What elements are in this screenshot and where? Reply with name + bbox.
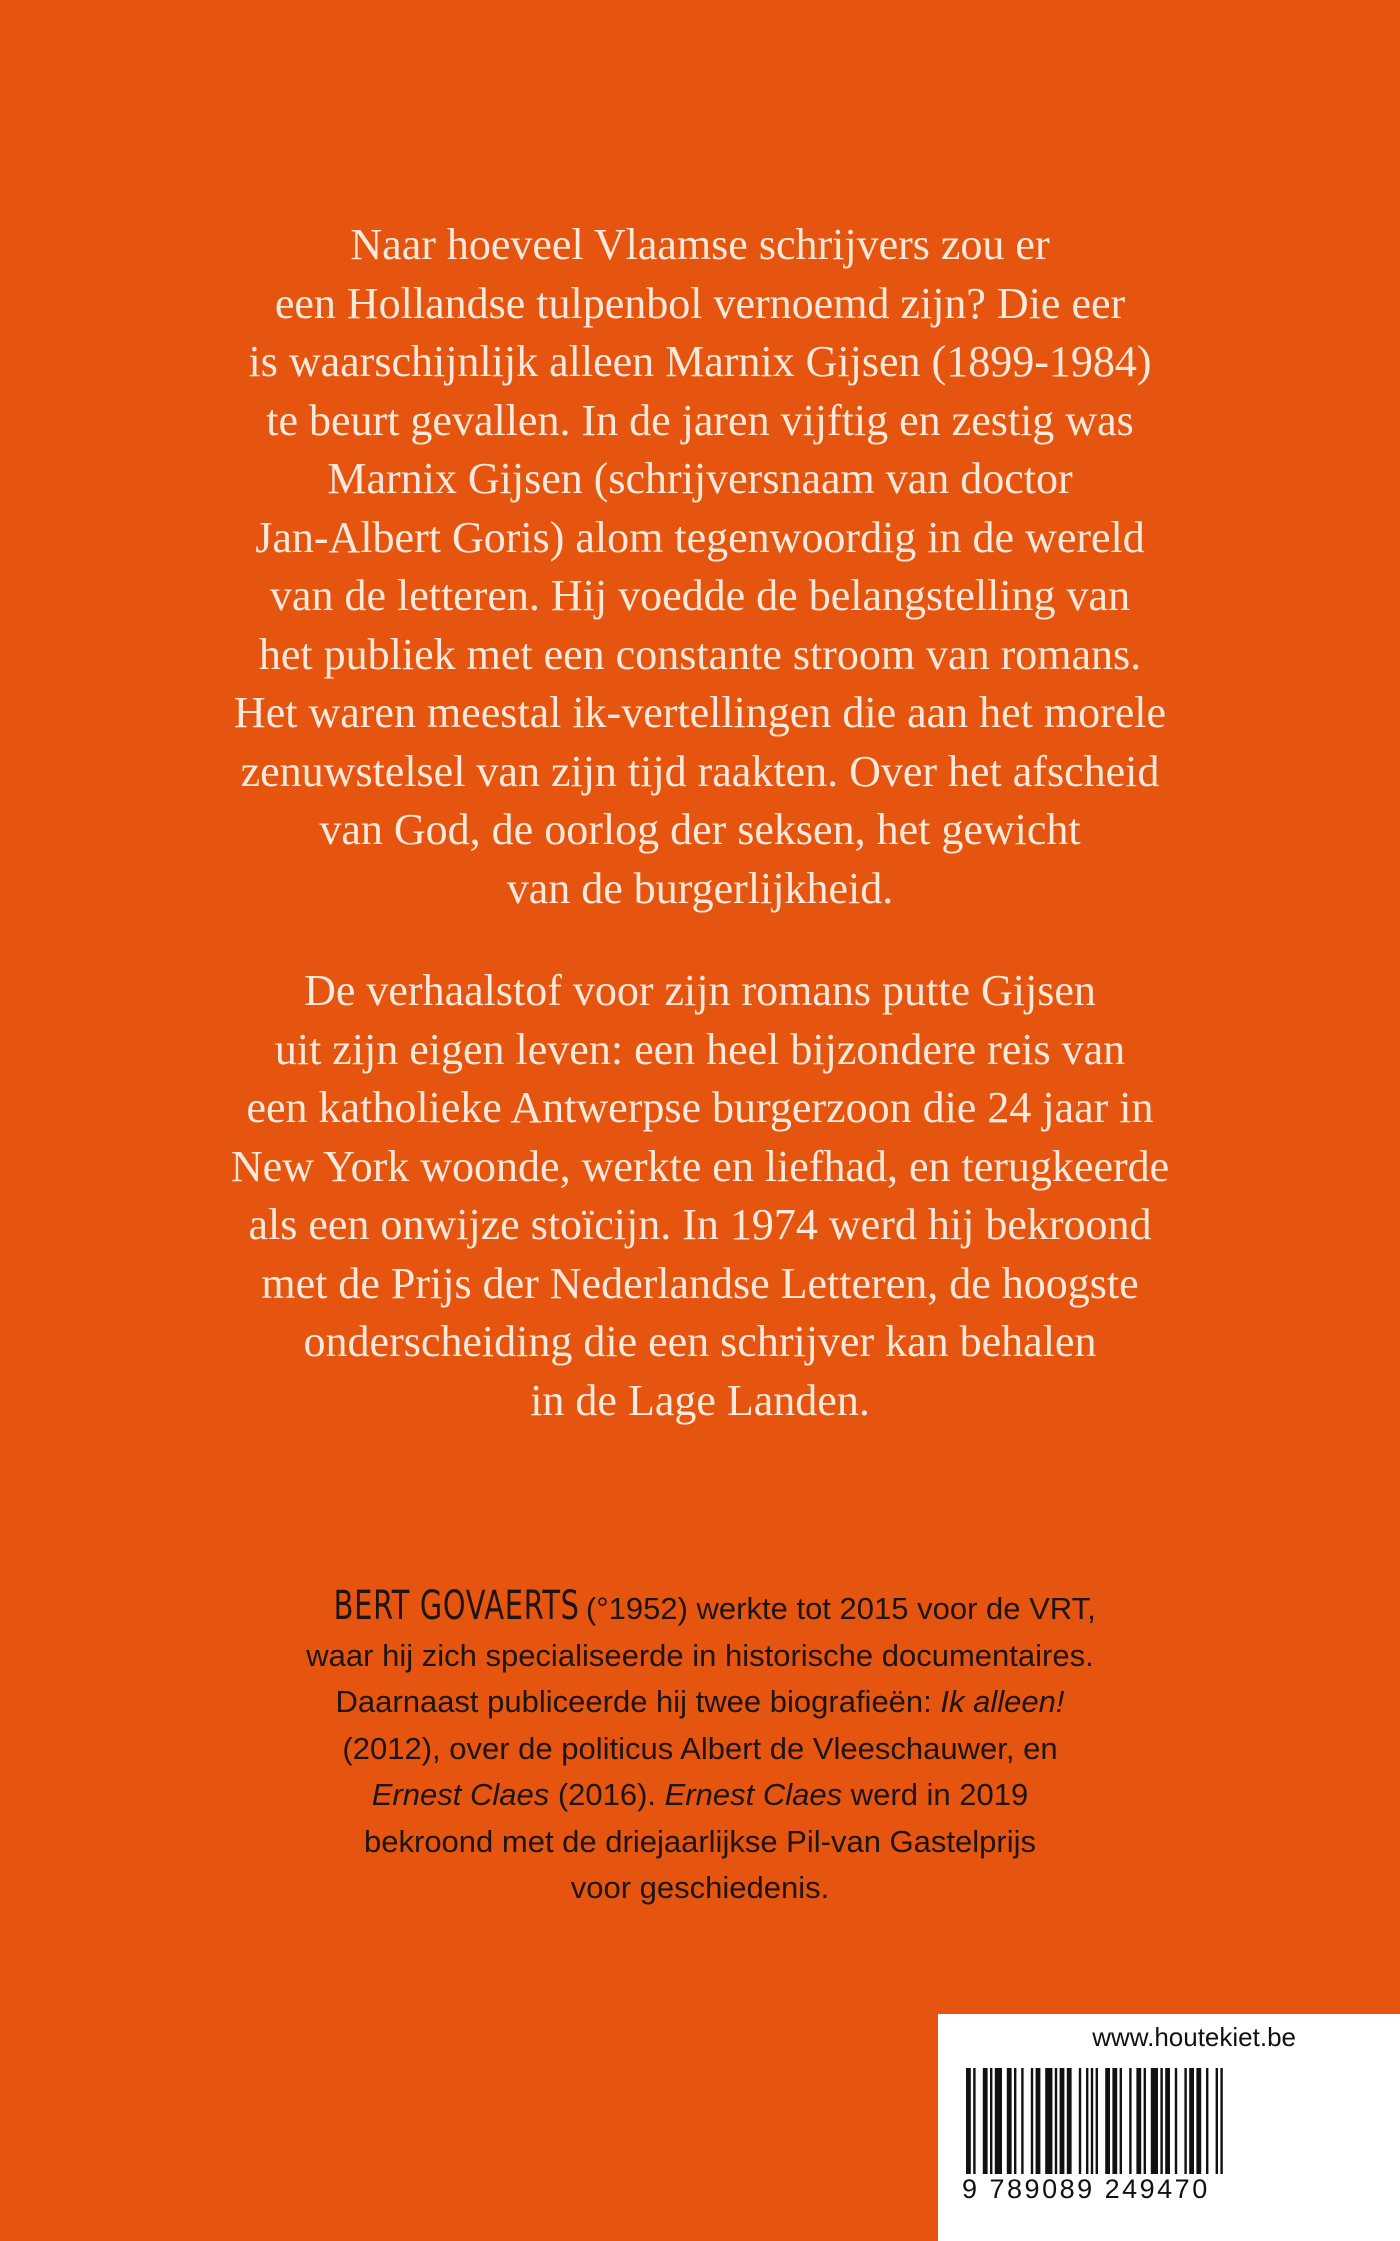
barcode-bar [1060,2068,1065,2174]
barcode-bar [1220,2068,1222,2174]
blurb-line: het publiek met een constante stroom van romans. [258,629,1142,679]
blurb-line: van God, de oorlog der seksen, het gewicht [319,805,1081,854]
barcode-bar [1189,2068,1194,2174]
barcode-bar [995,2068,1002,2174]
blurb-line: onderscheiding die een schrijver kan behalen [303,1317,1097,1366]
barcode-bar [1165,2068,1170,2174]
blurb-line: te beurt gevallen. In de jaren vijftig en zestig was [266,395,1134,445]
blurb-line: van de letteren. Hij voedde de belangstelling van [269,571,1131,620]
bio-line-1: BERT GOVAERTS (°1952) werkte tot 2015 voor de VRT, [333,1583,1096,1629]
blurb-line: een katholieke Antwerpse burgerzoon die 24 jaar in [246,1083,1154,1132]
blurb-line: met de Prijs der Nederlandse Letteren, de hoogste [261,1258,1139,1308]
book-title-ik-alleen: Ik alleen! [940,1684,1065,1719]
barcode-bar [1144,2068,1146,2174]
barcode-bar [1196,2068,1201,2174]
barcode-bar [1112,2068,1117,2174]
barcode-bar [1096,2068,1098,2174]
bio-line-5: Ernest Claes (2016). Ernest Claes werd in 2019 [371,1777,1029,1812]
blurb-line: Jan-Albert Goris) alom tegenwoordig in de wereld [255,512,1145,562]
barcode-bar [1151,2068,1158,2174]
barcode-bar [1036,2068,1041,2174]
publisher-website: www.houtekiet.be [1092,2022,1296,2052]
bio-line-7: voor geschiedenis. [570,1870,830,1905]
bio-line-6: bekroond met de driejaarlijkse Pil-van Gastelprijs [364,1823,1036,1859]
barcode-bar [1055,2068,1057,2174]
book-title-ernest-claes-2: Ernest Claes [664,1777,843,1812]
barcode-bar [1079,2068,1081,2174]
barcode-bar [1021,2068,1023,2174]
barcode-image [966,2068,1296,2174]
bio-line-2: waar hij zich specialiseerde in historische documentaires. [306,1637,1094,1673]
barcode-bar [983,2068,988,2174]
barcode-bar [1031,2068,1033,2174]
bio-line-4: (2012), over de politicus Albert de Vleeschauwer, en [342,1730,1058,1766]
barcode-bar [1184,2068,1186,2174]
barcode-bar [990,2068,992,2174]
isbn-number: 9 789089 249470 [962,2174,1210,2204]
blurb-line: zenuwstelsel van zijn tijd raakten. Over het afscheid [240,746,1160,796]
barcode-bar [1067,2068,1072,2174]
author-name: BERT GOVAERTS [333,1583,580,1629]
barcode-bar [1007,2068,1012,2174]
blurb-line: Het waren meestal ik-vertellingen die aan het morele [233,688,1167,737]
barcode-bar [1086,2068,1088,2174]
bio-line-3: Daarnaast publiceerde hij twee biografieën: Ik alleen! [335,1684,1065,1719]
barcode-bar [1175,2068,1177,2174]
barcode-bar [1014,2068,1016,2174]
barcode-bar [1160,2068,1162,2174]
barcode-bar [1216,2068,1218,2174]
barcode-bar [1129,2068,1131,2174]
blurb-paragraph-1 [170,216,1230,918]
blurb-line: New York woonde, werkte en liefhad, en terugkeerde [230,1141,1170,1191]
barcode-bar [1105,2068,1110,2174]
blurb-line: een Hollandse tulpenbol vernoemd zijn? Die eer [274,278,1126,328]
barcode-bar [1045,2068,1052,2174]
barcode-bar [1136,2068,1141,2174]
blurb-paragraph-2 [170,962,1230,1430]
blurb-line: Naar hoeveel Vlaamse schrijvers zou er [350,220,1050,269]
book-title-ernest-claes: Ernest Claes [371,1777,550,1812]
barcode-bar [1206,2068,1208,2174]
blurb-line: in de Lage Landen. [530,1375,870,1425]
blurb-line: is waarschijnlijk alleen Marnix Gijsen (1899-1984) [248,337,1152,386]
blurb-line: uit zijn eigen leven: een heel bijzondere reis van [274,1024,1126,1074]
barcode-bar [973,2068,975,2174]
author-bio [240,1583,1160,1912]
blurb-line: Marnix Gijsen (schrijversnaam van doctor [327,454,1073,503]
blurb-line: van de burgerlijkheid. [506,863,894,913]
barcode-bar [1120,2068,1122,2174]
barcode-bar [1091,2068,1093,2174]
blurb-line: De verhaalstof voor zijn romans putte Gijsen [304,966,1096,1015]
blurb-line: als een onwijze stoïcijn. In 1974 werd hij bekroond [248,1200,1152,1249]
barcode-bar [966,2068,971,2174]
